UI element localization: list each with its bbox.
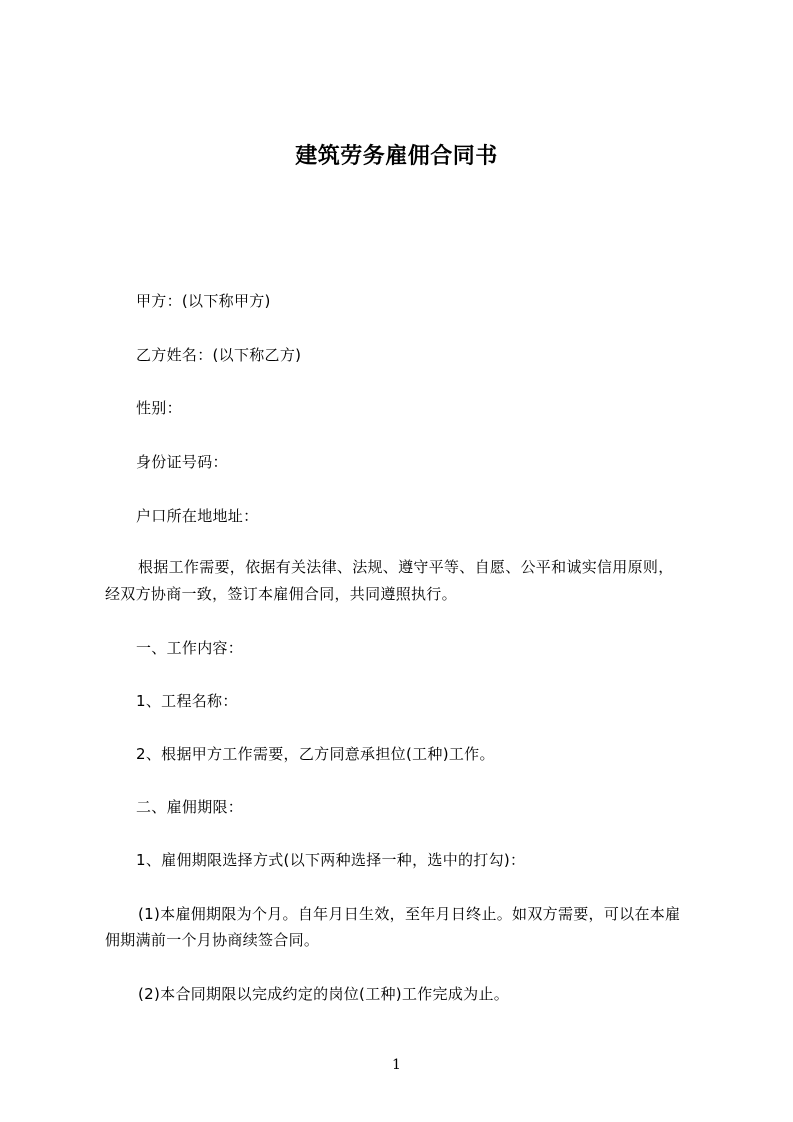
term-option-1-line-1: (1)本雇佣期限为个月。自年月日生效，至年月日终止。如双方需要，可以在本雇 <box>138 905 681 923</box>
job-assignment-line: 2、根据甲方工作需要，乙方同意承担位(工种)工作。 <box>136 745 495 763</box>
section-1-heading: 一、工作内容： <box>136 639 244 657</box>
term-option-2-line: (2)本合同期限以完成约定的岗位(工种)工作完成为止。 <box>138 985 510 1003</box>
id-number-line: 身份证号码： <box>136 453 228 471</box>
page-number: 1 <box>392 1057 401 1073</box>
household-address-line: 户口所在地地址： <box>136 507 259 525</box>
project-name-line: 1、工程名称： <box>136 692 238 710</box>
section-2-heading: 二、雇佣期限： <box>136 798 244 816</box>
preamble-line-2: 经双方协商一致，签订本雇佣合同，共同遵照执行。 <box>105 585 457 603</box>
term-selection-line: 1、雇佣期限选择方式(以下两种选择一种，选中的打勾)： <box>136 851 526 869</box>
term-option-1-line-2: 佣期满前一个月协商续签合同。 <box>105 931 320 949</box>
party-a-line: 甲方：(以下称甲方) <box>136 292 271 310</box>
document-title: 建筑劳务雇佣合同书 <box>295 144 498 169</box>
party-b-name-line: 乙方姓名：(以下称乙方) <box>136 346 302 364</box>
preamble-line-1: 根据工作需要，依据有关法律、法规、遵守平等、自愿、公平和诚实信用原则， <box>138 558 674 576</box>
gender-line: 性别： <box>136 399 182 417</box>
